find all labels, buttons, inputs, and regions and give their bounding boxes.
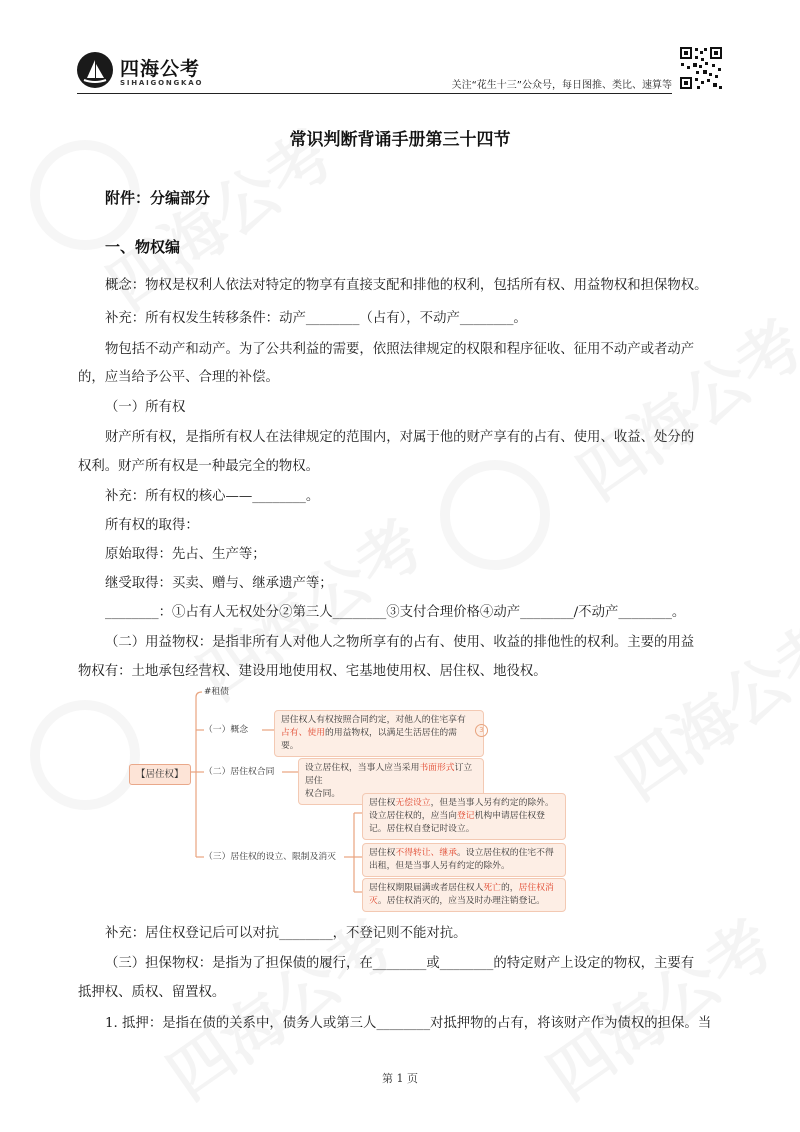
logo-subtitle: SIHAIGONGKAO bbox=[120, 79, 204, 87]
header-note: 关注“花生十三”公众号，每日图推、类比、速算等 bbox=[451, 80, 672, 91]
paragraph: 1. 抵押：是指在债的关系中，债务人或第三人________对抵押物的占有，将该财产作为债权的担保。当 bbox=[105, 1016, 712, 1031]
mindmap-node-free: 居住权无偿设立，但是当事人另有约定的除外。 设立居住权的，应当向登记机构申请居住权登 记。居住权自登记时设立。 bbox=[362, 793, 566, 840]
mindmap-node-contract: 设立居住权，当事人应当采用书面形式订立居住 权合同。 bbox=[298, 758, 484, 805]
paragraph: 抵押权、质权、留置权。 bbox=[78, 985, 226, 1000]
paragraph: 补充：所有权发生转移条件：动产________（占有），不动产________。 bbox=[105, 311, 527, 326]
logo-text: 四海公考 bbox=[120, 58, 201, 80]
paragraph: 补充：居住权登记后可以对抗________，不登记则不能对抗。 bbox=[105, 926, 467, 941]
paragraph: 的，应当给予公平、合理的补偿。 bbox=[78, 370, 279, 385]
page-number: 第 1 页 bbox=[382, 1072, 418, 1085]
paragraph: （三）担保物权：是指为了担保债的履行，在________或________的特定财产上设定的物权，主要有 bbox=[105, 956, 695, 971]
paragraph: 补充：所有权的核心——________。 bbox=[105, 489, 320, 504]
mindmap-root: 【居住权】 bbox=[129, 764, 191, 785]
mindmap-tag: #租债 bbox=[204, 687, 229, 697]
paragraph: 继受取得：买卖、赠与、继承遗产等； bbox=[105, 576, 333, 591]
subheading: （一）所有权 bbox=[105, 400, 186, 415]
mindmap-branch-concept: （一）概念 bbox=[204, 725, 248, 735]
paragraph: 概念：物权是权利人依法对特定的物享有直接支配和排他的权利，包括所有权、用益物权和担保物权。 bbox=[105, 278, 708, 293]
attachment-heading: 附件：分编部分 bbox=[105, 189, 211, 207]
section-heading: 一、物权编 bbox=[105, 238, 181, 256]
mindmap-node-transfer: 居住权不得转让、继承。设立居住权的住宅不得 出租，但是当事人另有约定的除外。 bbox=[362, 843, 566, 877]
paragraph: （二）用益物权：是指非所有人对他人之物所享有的占有、使用、收益的排他性的权利。主要的用益 bbox=[105, 635, 695, 650]
paragraph: 所有权的取得： bbox=[105, 518, 199, 533]
paragraph: 原始取得：先占、生产等； bbox=[105, 547, 266, 562]
paragraph: ________：①占有人无权处分②第三人________③支付合理价格④动产________/不动产________。 bbox=[105, 605, 686, 620]
mindmap-node-expiry: 居住权期限届满或者居住权人死亡的，居住权消 灭。居住权消灭的，应当及时办理注销登记。 bbox=[362, 878, 566, 912]
mindmap-node-concept: 居住权人有权按照合同约定，对他人的住宅享有 占有、使用的用益物权，以满足生活居住的需 要。 bbox=[274, 710, 484, 757]
mindmap-branch-contract: （二）居住权合同 bbox=[204, 767, 275, 777]
paragraph: 物包括不动产和动产。为了公共利益的需要，依照法律规定的权限和程序征收、征用不动产或者动产 bbox=[105, 342, 695, 357]
paragraph: 权利。财产所有权是一种最完全的物权。 bbox=[78, 459, 320, 474]
paragraph: 财产所有权，是指所有权人在法律规定的范围内，对属于他的财产享有的占有、使用、收益、处分的 bbox=[105, 430, 695, 445]
page-title: 常识判断背诵手册第三十四节 bbox=[289, 130, 511, 150]
paragraph: 物权有：土地承包经营权、建设用地使用权、宅基地使用权、居住权、地役权。 bbox=[78, 664, 547, 679]
mindmap-branch-establishment: （三）居住权的设立、限制及消灭 bbox=[204, 852, 336, 862]
mindmap-badge: 3 bbox=[475, 724, 488, 737]
